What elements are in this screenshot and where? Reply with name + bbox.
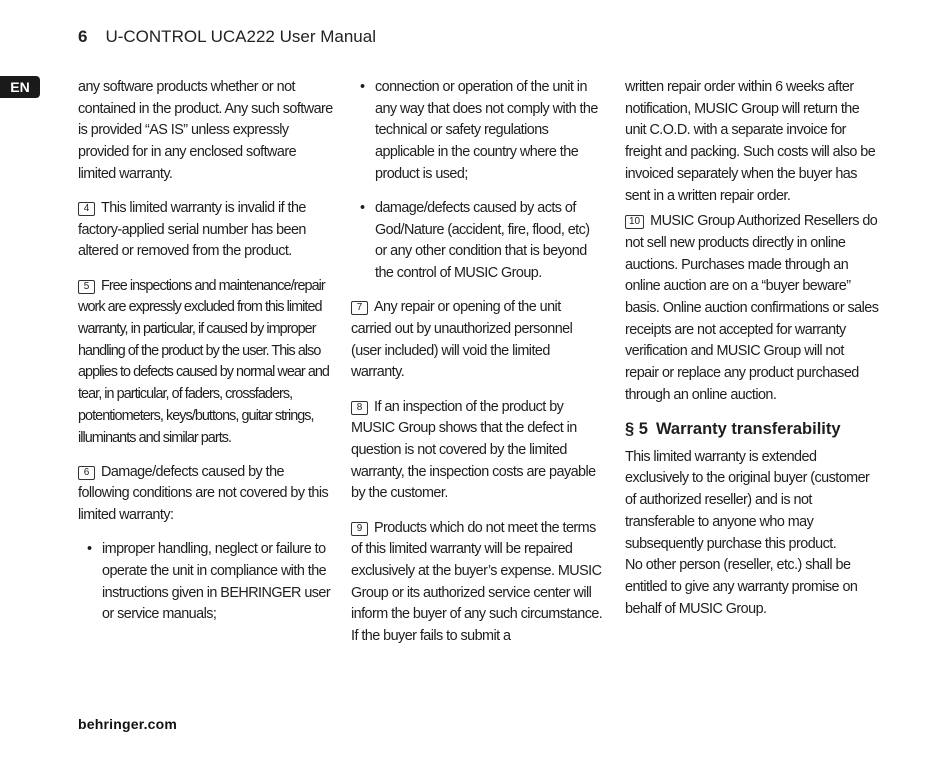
paragraph-continued: any software products whether or not contained in the product. Any such software is provided “AS IS” unless expressly provided for in any enclosed software limited warranty. [78, 79, 333, 182]
language-tab: EN [0, 76, 40, 98]
manual-title: U-CONTROL UCA222 User Manual [105, 27, 376, 46]
section-paragraph: No other person (reseller, etc.) shall be entitled to give any warranty promise on behalf of MUSIC Group. [625, 557, 858, 617]
section-heading [625, 419, 880, 441]
section-mark: § 5 [625, 420, 648, 439]
item-text: This limited warranty is invalid if the factory-applied serial number has been altered or removed from the product. [78, 200, 306, 260]
item-text: MUSIC Group Authorized Resellers do not sell new products directly in online auctions. Purchases made through an online auction are on a “buyer beware” basis. Online auction confirmations or sales receipts are not accepted for warranty verification and MUSIC Group will not repair or replace any product purchased through an online auction. [625, 213, 879, 403]
item-number-badge: 8 [351, 401, 368, 415]
warranty-item-8 [351, 397, 603, 506]
item-text: If an inspection of the product by MUSIC Group shows that the defect in question is not covered by the limited warranty, the inspection costs are payable by the customer. [351, 398, 596, 502]
behringer-logo: behringer.com [78, 716, 178, 732]
list-item: • damage/defects caused by acts of God/Nature (accident, fire, flood, etc) or any other condition that is beyond the control of MUSIC Group. [351, 198, 603, 285]
warranty-item-6 [78, 462, 334, 527]
page-number: 6 [78, 27, 88, 46]
warranty-item-4 [78, 198, 334, 263]
list-item: • connection or operation of the unit in any way that does not comply with the technical or safety regulations applicable in the country where the product is used; [351, 77, 603, 186]
conditions-list-continued [351, 77, 603, 285]
section-title: Warranty transferability [655, 420, 841, 439]
warranty-item-7 [351, 297, 603, 384]
conditions-list [78, 539, 334, 626]
item-number-badge: 4 [78, 202, 95, 216]
item-number-badge: 5 [78, 280, 95, 294]
warranty-item-10 [625, 211, 880, 406]
column-3 [625, 77, 880, 633]
page-header [78, 27, 376, 47]
item-number-badge: 7 [351, 301, 368, 315]
item-number-badge: 10 [625, 215, 644, 229]
item-text: Free inspections and maintenance/repair work are expressly excluded from this limited warranty, in particular, if caused by improper handling of the product by the user. This also applies to defects caused by normal wear and tear, in particular, of faders, crossfaders, potentiometers, keys/buttons, guitar strings, illuminants and similar parts. [78, 277, 329, 446]
column-1 [78, 77, 334, 639]
item-text: Any repair or opening of the unit carried out by unauthorized personnel (user included) will void the limited warranty. [351, 299, 573, 381]
item-text: Damage/defects caused by the following conditions are not covered by this limited warranty: [78, 463, 329, 524]
item-number-badge: 6 [78, 466, 95, 480]
paragraph-continued: written repair order within 6 weeks after notification, MUSIC Group will return the unit C.O.D. with a separate invoice for freight and packing. Such costs will also be invoiced separately when the buyer has sent in a written repair order. [625, 79, 876, 204]
item-text: Products which do not meet the terms of this limited warranty will be repaired exclusively at the buyer’s expense. MUSIC Group or its authorized service center will inform the buyer of any such circumstance. If the buyer fails to submit a [351, 519, 603, 645]
list-item: • improper handling, neglect or failure to operate the unit in compliance with the instructions given in BEHRINGER user or service manuals; [78, 539, 334, 626]
item-number-badge: 9 [351, 522, 368, 536]
section-paragraph: This limited warranty is extended exclusively to the original buyer (customer of authorized reseller) and is not transferable to anyone who may subsequently purchase this product. [625, 448, 870, 552]
column-2 [351, 77, 603, 660]
warranty-item-5 [78, 276, 334, 450]
warranty-item-9 [351, 518, 603, 648]
